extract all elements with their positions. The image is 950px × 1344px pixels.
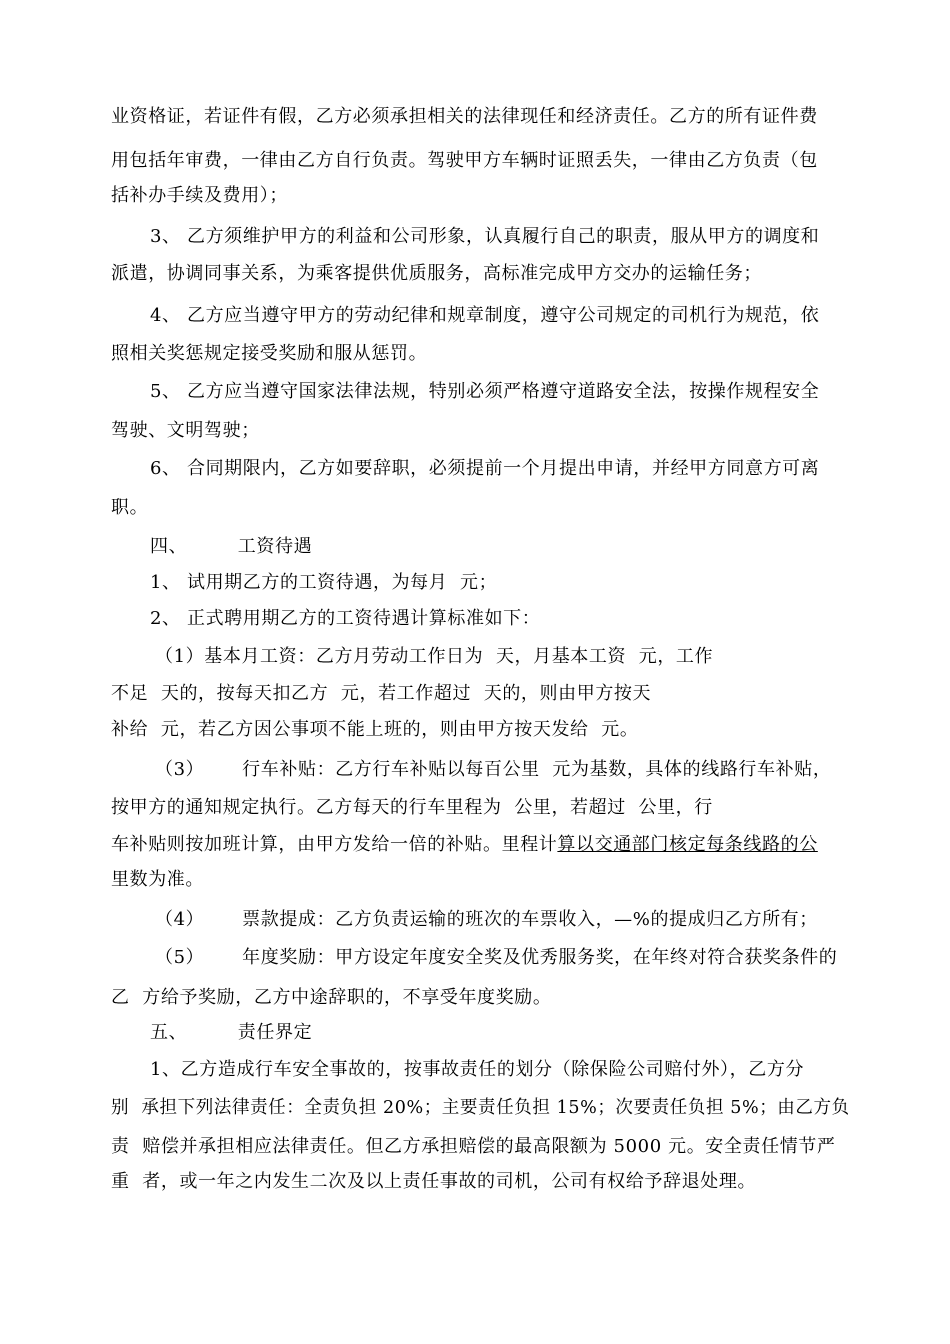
text-line: 用包括年审费，一律由乙方自行负责。驾驶甲方车辆时证照丢失，一律由乙方负责（包 <box>111 150 818 171</box>
text-line: 补给 元，若乙方因公事项不能上班的，则由甲方按天发给 元。 <box>111 719 639 740</box>
text-line: （3） 行车补贴：乙方行车补贴以每百公里 元为基数，具体的线路行车补贴， <box>155 759 832 780</box>
text-line: 职。 <box>111 497 149 518</box>
text-line: 6、 合同期限内，乙方如要辞职，必须提前一个月提出申请，并经甲方同意方可离 <box>150 458 820 479</box>
text-line: 车补贴则按加班计算，由甲方发给一倍的补贴。里程计算以交通部门核定每条线路的公 <box>111 834 818 855</box>
text-line: 2、 正式聘用期乙方的工资待遇计算标准如下： <box>150 608 541 629</box>
text-line: 业资格证，若证件有假，乙方必须承担相关的法律现任和经济责任。乙方的所有证件费 <box>111 106 818 127</box>
text-line: 3、 乙方须维护甲方的利益和公司形象，认真履行自己的职责，服从甲方的调度和 <box>150 226 820 247</box>
text-line: 按甲方的通知规定执行。乙方每天的行车里程为 公里，若超过 公里，行 <box>111 797 713 818</box>
text-line: 括补办手续及费用）； <box>111 185 288 206</box>
text-line: （4） 票款提成：乙方负责运输的班次的车票收入，—%的提成归乙方所有； <box>155 909 818 930</box>
text-line: 1、乙方造成行车安全事故的，按事故责任的划分（除保险公司赔付外），乙方分 <box>150 1059 805 1080</box>
text-line: 1、 试用期乙方的工资待遇，为每月 元； <box>150 572 498 593</box>
text-line: 驾驶、文明驾驶； <box>111 420 260 441</box>
text-line: （5） 年度奖励：甲方设定年度安全奖及优秀服务奖，在年终对符合获奖条件的 <box>155 947 838 968</box>
section-heading: 五、 责任界定 <box>150 1022 313 1043</box>
section-heading: 四、 工资待遇 <box>150 536 313 557</box>
text-line: 5、 乙方应当遵守国家法律法规，特别必须严格遵守道路安全法，按操作规程安全 <box>150 381 820 402</box>
text-line: 派遣，协调同事关系，为乘客提供优质服务，高标准完成甲方交办的运输任务； <box>111 263 762 284</box>
text-line: 4、 乙方应当遵守甲方的劳动纪律和规章制度，遵守公司规定的司机行为规范，依 <box>150 305 820 326</box>
text-line: （1）基本月工资：乙方月劳动工作日为 天，月基本工资 元，工作 <box>155 646 714 667</box>
text-line: 重 者，或一年之内发生二次及以上责任事故的司机，公司有权给予辞退处理。 <box>111 1171 757 1192</box>
text-line: 照相关奖惩规定接受奖励和服从惩罚。 <box>111 343 428 364</box>
text-line: 里数为准。 <box>111 869 204 890</box>
text-line: 不足 天的，按每天扣乙方 元，若工作超过 天的，则由甲方按天 <box>111 683 652 704</box>
underlined-text: 算以交通部门核定每条线路的公 <box>557 834 818 855</box>
text-line: 责 赔偿并承担相应法律责任。但乙方承担赔偿的最高限额为 5000 元。安全责任情节严 <box>111 1136 836 1157</box>
text-line: 别 承担下列法律责任：全责负担 20%；主要责任负担 15%；次要责任负担 5%；由乙方负 <box>111 1097 850 1118</box>
text-line: 乙 方给予奖励，乙方中途辞职的，不享受年度奖励。 <box>111 987 552 1008</box>
